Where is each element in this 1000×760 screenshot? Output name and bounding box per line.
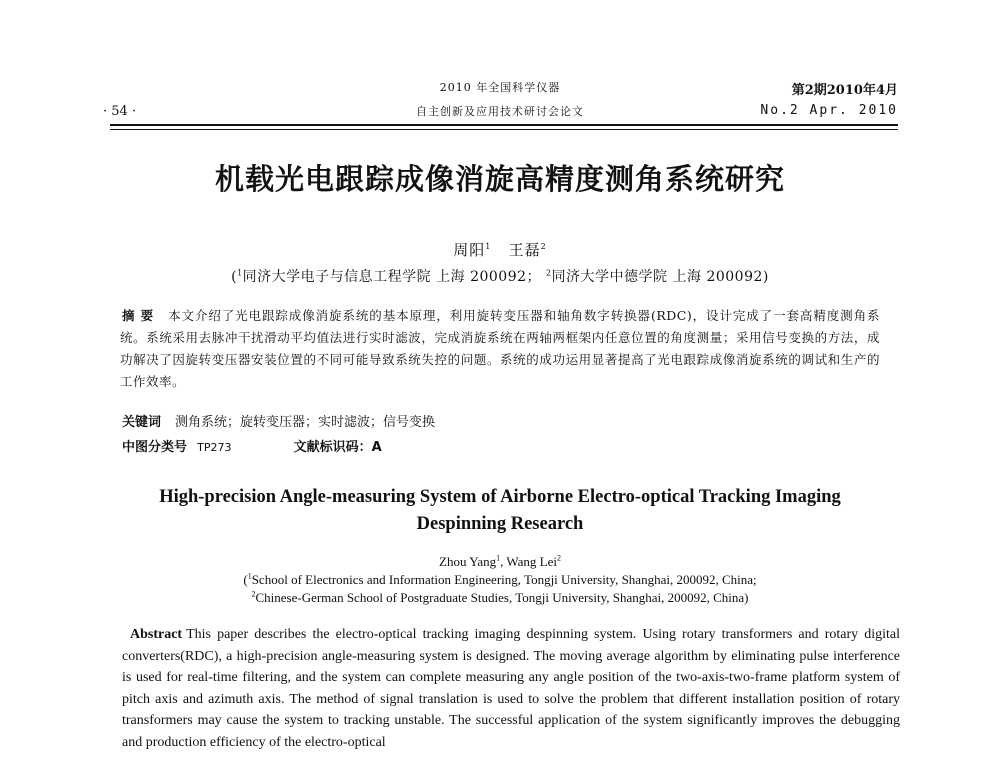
abstract-en-text: This paper describes the electro-optical tracking imaging despinning system. Using rotary transformers and rotary digital converters(RDC), a high-precision angle-measuring system is designed. The moving average algorithm by eliminating pulse interference is used for real-time filtering, and the system can complete measuring any angle position of the two-axis-two-frame platform system of pitch axis and azimuth axis. The method of signal translation is used to solve the problem that different installation position of rotary transformers may cause the system to tracking unstable. The successful application of the system significantly improves the debugging and production efficiency of the electro-optical bbox=[122, 627, 900, 750]
affiliation-cn-1: 同济大学电子与信息工程学院 上海 200092； bbox=[242, 269, 542, 285]
author-cn-1-sup: 1 bbox=[485, 242, 492, 251]
affiliation-cn-2: 同济大学中德学院 上海 200092 bbox=[551, 269, 763, 285]
author-cn-1: 周阳 bbox=[453, 241, 486, 259]
author-en-1: Zhou Yang bbox=[439, 554, 497, 569]
affiliation-en bbox=[100, 571, 900, 607]
issue-en: No.2 Apr. 2010 bbox=[760, 103, 898, 118]
keywords-cn-text: 测角系统；旋转变压器；实时滤波；信号变换 bbox=[175, 415, 436, 430]
affiliation-en-sup-2: 2 bbox=[251, 589, 256, 599]
issue-cn: 第2期2010年4月 bbox=[791, 83, 898, 98]
abstract-cn bbox=[120, 305, 880, 393]
keywords-cn-label: 关键词 bbox=[122, 415, 162, 430]
author-en-2-sup: 2 bbox=[556, 553, 561, 563]
header-rule-thin bbox=[110, 129, 898, 130]
header-rule-thick bbox=[110, 124, 898, 126]
conference-line-1: 2010 年全国科学仪器 bbox=[439, 81, 561, 94]
keywords-cn bbox=[122, 411, 435, 430]
author-en-1-sup: 1 bbox=[496, 553, 501, 563]
affiliation-cn-sup-1: 1 bbox=[237, 268, 243, 278]
affiliation-en-1: School of Electronics and Information Engineering, Tongji University, Shanghai, 200092, China; bbox=[251, 572, 757, 587]
title-en bbox=[90, 484, 910, 538]
abstract-en-label: Abstract bbox=[130, 627, 183, 642]
author-cn-2-sup: 2 bbox=[540, 242, 547, 251]
affiliation-cn: ($^1$同济大学电子与信息工程学院 上海 200092； $^2$同济大学中德学院 上海 200092) bbox=[231, 268, 769, 285]
clc-label: 中图分类号 bbox=[122, 440, 188, 455]
page-number: · 54 · bbox=[103, 104, 137, 119]
affiliation-en-line-1: ($^1$School of Electronics and Information Engineering, Tongji University, Shanghai, 200092, China; bbox=[243, 571, 757, 587]
clc-value: TP273 bbox=[197, 441, 232, 454]
doc-value: A bbox=[371, 440, 382, 455]
title-en-line-2: Despinning Research bbox=[416, 514, 584, 534]
title-en-line-1: High-precision Angle-measuring System of Airborne Electro-optical Tracking Imaging bbox=[159, 487, 841, 507]
authors-en: Zhou Yang$^1$, Wang Lei$^2$ bbox=[439, 553, 561, 569]
author-cn-2: 王磊 bbox=[508, 241, 541, 259]
affiliation-en-line-2 bbox=[100, 589, 900, 607]
title-cn: 机载光电跟踪成像消旋高精度测角系统研究 bbox=[214, 162, 785, 196]
conference-line-2: 自主创新及应用技术研讨会论文 bbox=[416, 105, 584, 118]
affiliation-en-2: Chinese-German School of Postgraduate Studies, Tongji University, Shanghai, 200092, China) bbox=[255, 590, 749, 605]
abstract-en bbox=[122, 624, 900, 754]
abstract-cn-label: 摘 要 bbox=[122, 308, 155, 323]
authors-cn bbox=[100, 239, 900, 260]
author-en-2: Wang Lei bbox=[506, 554, 557, 569]
affiliation-cn-sup-2: 2 bbox=[545, 268, 552, 278]
doc-label: 文献标识码： bbox=[293, 440, 372, 455]
classification bbox=[122, 436, 382, 455]
abstract-cn-text: 本文介绍了光电跟踪成像消旋系统的基本原理，利用旋转变压器和轴角数字转换器(RDC)，设计完成了一套高精度测角系统。系统采用去脉冲干扰滑动平均值法进行实时滤波，完成消旋系统在两轴两框架内任意位置的角度测量；采用信号变换的方法，成功解决了因旋转变压器安装位置的不同可能导致系统失控的问题。系统的成功运用显著提高了光电跟踪成像消旋系统的调试和生产的工作效率。 bbox=[120, 308, 880, 389]
affiliation-en-sup-1: 1 bbox=[247, 571, 252, 581]
